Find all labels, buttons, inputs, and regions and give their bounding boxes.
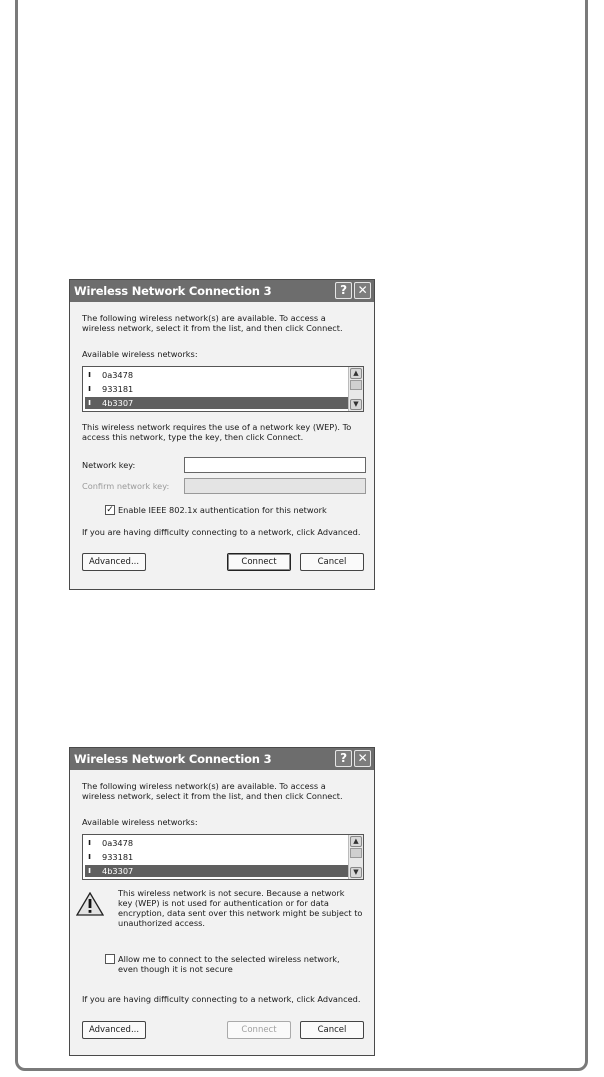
- scroll-thumb[interactable]: [350, 380, 362, 390]
- listbox-scrollbar[interactable]: [348, 367, 363, 411]
- allow-insecure-checkbox[interactable]: [105, 954, 115, 964]
- help-button[interactable]: ?: [335, 282, 352, 299]
- cancel-button[interactable]: Cancel: [300, 553, 364, 571]
- scroll-thumb[interactable]: [350, 848, 362, 858]
- dialog-title: Wireless Network Connection 3: [74, 284, 272, 298]
- network-key-input[interactable]: [184, 457, 366, 473]
- available-networks-label: Available wireless networks:: [82, 817, 198, 827]
- ieee-checkbox[interactable]: ✓: [106, 505, 114, 515]
- wep-text-line2: access this network, type the key, then click Connect.: [82, 432, 304, 442]
- list-item[interactable]: ı 0a3478: [88, 838, 134, 848]
- antenna-icon: ı: [88, 384, 92, 394]
- intro-text-line1: The following wireless network(s) are available. To access a: [82, 781, 326, 791]
- list-item[interactable]: ı 0a3478: [88, 370, 134, 380]
- dialog-titlebar[interactable]: [70, 280, 374, 302]
- close-button[interactable]: ✕: [354, 750, 371, 767]
- network-key-label: Network key:: [82, 460, 136, 470]
- connect-button[interactable]: Connect: [227, 1021, 291, 1039]
- difficulty-text: If you are having difficulty connecting to a network, click Advanced.: [82, 527, 361, 537]
- antenna-icon: ı: [88, 852, 92, 862]
- available-networks-label: Available wireless networks:: [82, 349, 198, 359]
- allow-text-line2: even though it is not secure: [118, 964, 233, 974]
- warning-text-line2: key (WEP) is not used for authentication or for data: [118, 898, 329, 908]
- wep-text-line1: This wireless network requires the use of a network key (WEP). To: [82, 422, 352, 432]
- scroll-down-icon[interactable]: ▼: [350, 867, 362, 878]
- intro-text-line2: wireless network, select it from the list, and then click Connect.: [82, 323, 343, 333]
- scroll-down-icon[interactable]: ▼: [350, 399, 362, 410]
- antenna-icon: ı: [88, 398, 92, 408]
- list-item-selected[interactable]: ı 4b3307: [85, 397, 348, 409]
- advanced-button[interactable]: Advanced...: [82, 553, 146, 571]
- antenna-icon: ı: [88, 838, 92, 848]
- antenna-icon: ı: [88, 370, 92, 380]
- wireless-dialog-wep: [69, 279, 375, 590]
- warning-text-line1: This wireless network is not secure. Because a network: [118, 888, 345, 898]
- listbox-scrollbar[interactable]: [348, 835, 363, 879]
- networks-listbox[interactable]: [82, 834, 364, 880]
- advanced-button[interactable]: Advanced...: [82, 1021, 146, 1039]
- confirm-key-input[interactable]: [184, 478, 366, 494]
- confirm-key-label: Confirm network key:: [82, 481, 170, 491]
- ieee-checkbox-label: Enable IEEE 802.1x authentication for this network: [118, 505, 327, 515]
- list-item[interactable]: ı 933181: [88, 852, 134, 862]
- allow-text-line1: Allow me to connect to the selected wireless network,: [118, 954, 340, 964]
- warning-icon: [76, 892, 104, 916]
- scroll-up-icon[interactable]: ▲: [350, 368, 362, 379]
- connect-button[interactable]: Connect: [227, 553, 291, 571]
- warning-text-line3: encryption, data sent over this network might be subject to: [118, 908, 363, 918]
- warning-text-line4: unauthorized access.: [118, 918, 205, 928]
- dialog-titlebar[interactable]: [70, 748, 374, 770]
- list-item[interactable]: ı 933181: [88, 384, 134, 394]
- difficulty-text: If you are having difficulty connecting to a network, click Advanced.: [82, 994, 361, 1004]
- intro-text-line1: The following wireless network(s) are available. To access a: [82, 313, 326, 323]
- intro-text-line2: wireless network, select it from the list, and then click Connect.: [82, 791, 343, 801]
- dialog-title: Wireless Network Connection 3: [74, 752, 272, 766]
- close-button[interactable]: ✕: [354, 282, 371, 299]
- list-item-selected[interactable]: ı 4b3307: [85, 865, 348, 877]
- cancel-button[interactable]: Cancel: [300, 1021, 364, 1039]
- networks-listbox[interactable]: [82, 366, 364, 412]
- wireless-dialog-unsecured: [69, 747, 375, 1056]
- antenna-icon: ı: [88, 866, 92, 876]
- scroll-up-icon[interactable]: ▲: [350, 836, 362, 847]
- help-button[interactable]: ?: [335, 750, 352, 767]
